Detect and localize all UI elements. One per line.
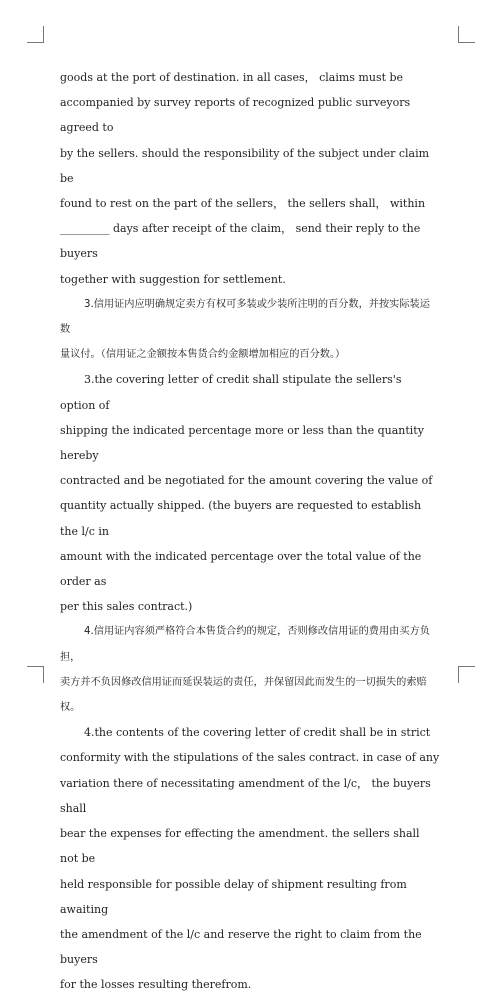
page-corner-mark-bottom-right — [458, 666, 475, 683]
document-body — [60, 65, 440, 998]
paragraph-claims-survey: goods at the port of destination. in all cases， claims must be accompanied by survey reports of recognized public surveyors agreed to by the sellers. should the responsibility of the subject under claim be found to rest on the part of the sellers， the sellers shall， within _________ days after receipt of the claim， send their reply to the buyers together with suggestion for settlement. — [60, 71, 430, 286]
paragraph-3-chinese: 3.信用证内应明确规定卖方有权可多装或少装所注明的百分数，并按实际装运数 量议付。（信用证之金额按本售货合约金额增加相应的百分数。） — [60, 298, 430, 361]
paragraph-3-english: 3.the covering letter of credit shall stipulate the sellers's option of shipping the indicated percentage more or less than the quantity hereby contracted and be negotiated for the amount covering the value of quantity actually shipped. (the buyers are requested to establish the l/c in amount with the indicated percentage over the total value of the order as per this sales contract.) — [60, 373, 433, 614]
paragraph-4-chinese: 4.信用证内容须严格符合本售货合约的规定，否则修改信用证的费用由买方负担， 卖方并不负因修改信用证而延误装运的责任，并保留因此而发生的一切损失的索赔权。 — [60, 626, 430, 714]
page-corner-mark-top-left — [27, 26, 44, 43]
paragraph-4-english: 4.the contents of the covering letter of credit shall be in strict conformity with the stipulations of the sales contract. in case of any variation there of necessitating amendment of the l/c， the buyers shall bear the expenses for effecting the amendment. the sellers shall not be held responsible for possible delay of shipment resulting from awaiting the amendment of the l/c and reserve the right to claim from the buyers for the losses resulting therefrom. — [60, 726, 440, 992]
page-corner-mark-bottom-left — [27, 666, 44, 683]
page-corner-mark-top-right — [458, 26, 475, 43]
